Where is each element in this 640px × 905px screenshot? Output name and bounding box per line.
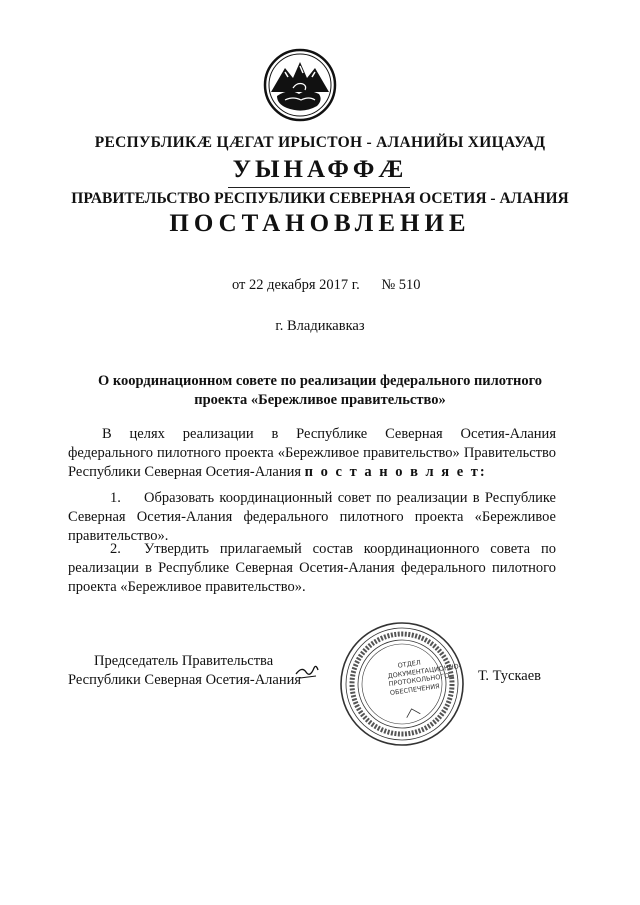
russian-government-heading: ПРАВИТЕЛЬСТВО РЕСПУБЛИКИ СЕВЕРНАЯ ОСЕТИЯ - АЛАНИЯ (71, 190, 569, 207)
list-item (68, 540, 556, 597)
russian-decree-heading: ПОСТАНОВЛЕНИЕ (169, 210, 471, 237)
decree-date: 22 декабря 2017 г. (249, 277, 360, 293)
ossetian-decree-heading: УЫНАФФӔ (232, 156, 408, 183)
item-number: 1. (110, 490, 121, 506)
intro-text: В целях реализации в Республике Северная Осетия-Алания федерального пилотного проекта «Бережливое правительство» Правительство Республики Северная Осетия-Алания (68, 426, 556, 480)
date-prefix: от (232, 277, 246, 293)
city-line: г. Владикавказ (275, 318, 365, 334)
date-number-line (232, 277, 421, 294)
signer-position-line1: Председатель Правительства (94, 653, 274, 669)
heading-divider (228, 187, 410, 188)
signer-position (68, 652, 301, 690)
decree-number: № 510 (381, 277, 421, 293)
handwritten-signature-icon (294, 660, 320, 682)
list-item (68, 489, 556, 546)
stamp-inner-text: ОТДЕЛ ДОКУМЕНТАЦИОННО- ПРОТОКОЛЬНОГО ОБЕСПЕЧЕНИЯ (387, 658, 462, 697)
item-text: Утвердить прилагаемый состав координационного совета по реализации в Республике Северная Осетия-Алания федерального пилотного проекта «Бережливое правительство». (68, 541, 556, 595)
resolves-word: п о с т а н о в л я е т: (304, 464, 487, 480)
intro-paragraph (68, 425, 556, 482)
signer-name: Т. Тускаев (478, 668, 542, 684)
signer-position-line2: Республики Северная Осетия-Алания (68, 672, 302, 688)
document-title: О координационном совете по реализации федерального пилотного проекта «Бережливое правительство» (97, 373, 543, 408)
item-text: Образовать координационный совет по реализации в Республике Северная Осетия-Алания федерального пилотного проекта «Бережливое правительство». (68, 490, 556, 544)
coat-of-arms-icon (263, 48, 337, 122)
item-number: 2. (110, 541, 121, 557)
ossetian-republic-heading: РЕСПУБЛИКӔ ЦӔГАТ ИРЫСТОН - АЛАНИЙЫ ХИЦАУАД (94, 134, 546, 151)
